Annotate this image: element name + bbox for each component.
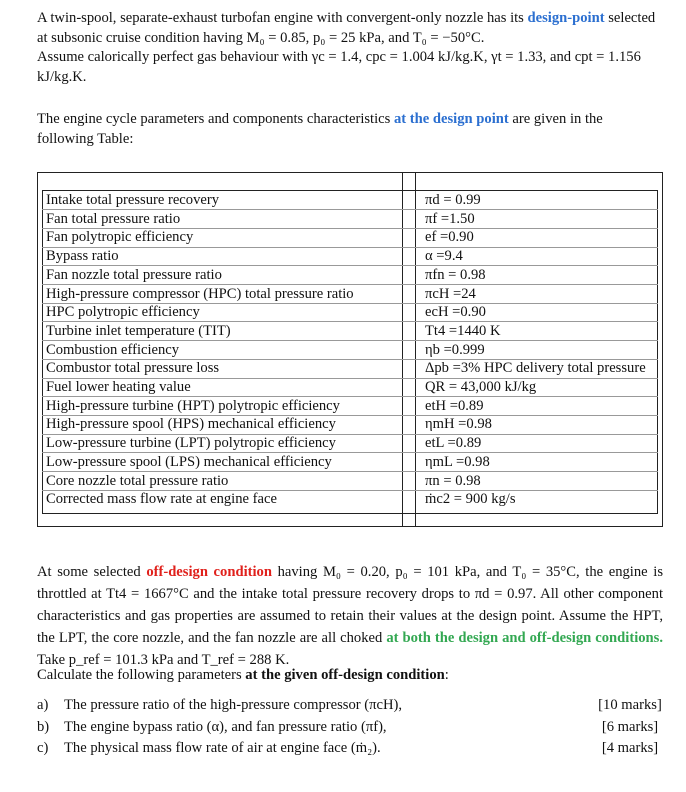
task-text-a: Calculate the following parameters	[37, 667, 242, 683]
parameter-label: Fan total pressure ratio	[46, 210, 181, 227]
question-letter: b)	[37, 718, 50, 735]
parameter-value: ηb =0.999	[425, 341, 485, 358]
question-text: The pressure ratio of the high-pressure compressor (πcH),	[64, 697, 403, 713]
cycle-text-a: The engine cycle parameters and components characteristics	[37, 111, 391, 127]
table-row	[37, 210, 663, 229]
parameter-value: πcH =24	[425, 285, 476, 302]
parameter-label: Core nozzle total pressure ratio	[46, 472, 229, 489]
offdesign-text-a: At some selected	[37, 564, 141, 580]
parameter-label: HPC polytropic efficiency	[46, 304, 200, 321]
task-heading	[37, 666, 663, 686]
table-row	[37, 266, 663, 285]
parameters-table	[37, 172, 663, 527]
parameter-value: Tt4 =1440 K	[425, 322, 501, 339]
table-row	[37, 434, 663, 453]
table-row	[37, 453, 663, 472]
parameter-value: ηmL =0.98	[425, 453, 490, 470]
question-marks: [6 marks]	[601, 718, 659, 735]
table-row	[37, 378, 663, 397]
question-item	[37, 738, 663, 760]
table-row	[37, 247, 663, 266]
parameter-label: Bypass ratio	[46, 248, 119, 265]
parameter-value: πfn = 0.98	[425, 266, 486, 283]
parameter-value: etH =0.89	[425, 397, 484, 414]
design-point-highlight-2: at the design point	[394, 111, 509, 127]
table-row	[37, 359, 663, 378]
parameter-value: Δpb =3% HPC delivery total pressure	[425, 360, 646, 377]
parameter-label: Corrected mass flow rate at engine face	[46, 491, 277, 508]
parameter-label: High-pressure spool (HPS) mechanical efficiency	[46, 416, 336, 433]
table-row	[37, 397, 663, 416]
parameter-label: Intake total pressure recovery	[46, 192, 220, 208]
task-colon: :	[444, 667, 449, 683]
parameter-value: πd = 0.99	[425, 192, 481, 208]
question-item	[37, 717, 663, 739]
parameter-label: Fuel lower heating value	[46, 379, 191, 395]
parameter-value: πf =1.50	[425, 210, 475, 227]
intro-line-1: A twin-spool, separate-exhaust turbofan engine with convergent-only nozzle has its	[37, 10, 524, 26]
parameter-label: Turbine inlet temperature (TIT)	[46, 322, 231, 339]
parameter-value: ecH =0.90	[425, 304, 486, 321]
intro-paragraph	[37, 9, 663, 87]
table-row	[37, 341, 663, 360]
offdesign-condition-highlight: off-design condition	[146, 564, 272, 580]
parameter-label: High-pressure compressor (HPC) total pressure ratio	[46, 285, 354, 302]
table-row	[37, 285, 663, 304]
table-row	[37, 472, 663, 491]
parameter-value: α =9.4	[425, 248, 463, 265]
parameter-value: ṁc2 = 900 kg/s	[425, 491, 516, 508]
parameter-value: QR = 43,000 kJ/kg	[425, 379, 537, 395]
design-point-highlight: design-point	[527, 10, 605, 26]
parameter-label: High-pressure turbine (HPT) polytropic efficiency	[46, 397, 340, 414]
intro-line-3: Assume calorically perfect gas behaviour with γc = 1.4, cpc = 1.004 kJ/kg.K, γt = 1.33, and cpt = 1.156 kJ/kg.K.	[37, 49, 641, 85]
parameter-value: ηmH =0.98	[425, 416, 492, 433]
parameter-label: Fan nozzle total pressure ratio	[46, 266, 222, 283]
cycle-text-b: are given in the following Table:	[37, 111, 603, 147]
table-row	[37, 228, 663, 247]
offdesign-paragraph	[37, 561, 663, 671]
table-row	[37, 490, 663, 509]
parameter-label: Fan polytropic efficiency	[46, 229, 194, 246]
parameter-label: Combustor total pressure loss	[46, 360, 220, 377]
parameter-label: Low-pressure spool (LPS) mechanical efficiency	[46, 453, 332, 470]
table-row	[37, 415, 663, 434]
question-list	[37, 695, 663, 760]
question-marks: [4 marks]	[601, 740, 659, 756]
table-row	[37, 191, 663, 210]
offdesign-text-b: having M₀ = 0.20, p₀ = 101 kPa, and T₀ = 35°C, the engine is throttled at Tt4 = 1667°C and the intake total pressure recovery drops to πd = 0.97. All other component characteristics and gas properties are assumed to retain their values at the design point. Assume the HPT, the LPT, the core nozzle, and the fan nozzle are all choked	[37, 564, 664, 646]
reference-conditions: Take p_ref = 101.3 kPa and T_ref = 288 K.	[37, 652, 290, 668]
question-marks: [10 marks]	[598, 697, 662, 713]
choked-condition-highlight: at both the design and off-design conditions.	[386, 630, 663, 646]
question-letter: c)	[37, 740, 49, 756]
task-bold: at the given off-design condition	[245, 667, 445, 683]
parameter-value: πn = 0.98	[425, 472, 481, 489]
parameter-label: Combustion efficiency	[46, 341, 180, 358]
intro-line-2: selected at subsonic cruise condition having M₀ = 0.85, p₀ = 25 kPa, and T₀ = −50°C.	[37, 10, 656, 46]
question-letter: a)	[37, 697, 49, 713]
question-text: The engine bypass ratio (α), and fan pressure ratio (πf),	[64, 718, 387, 735]
parameter-value: ef =0.90	[425, 229, 474, 246]
parameter-value: etL =0.89	[425, 435, 482, 452]
parameter-label: Low-pressure turbine (LPT) polytropic efficiency	[46, 435, 336, 452]
table-row	[37, 303, 663, 322]
table-row	[37, 322, 663, 341]
question-text: The physical mass flow rate of air at engine face (ṁ₂).	[64, 740, 381, 756]
cycle-paragraph	[37, 110, 663, 149]
question-item	[37, 695, 663, 717]
